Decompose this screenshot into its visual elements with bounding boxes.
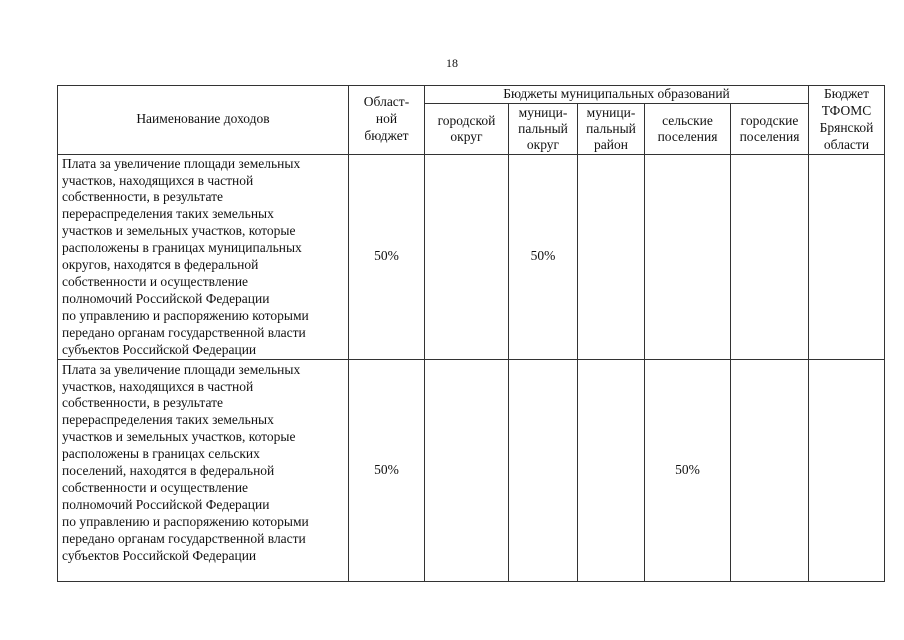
city-district-share-cell [425,359,509,581]
regional-share-cell: 50% [349,154,425,359]
header-city-district: городской округ [425,104,509,155]
regional-share-cell: 50% [349,359,425,581]
rural-settlements-share-cell [645,154,731,359]
municipal-district-share-cell: 50% [509,154,578,359]
table-row [58,154,885,359]
municipal-area-share-cell [578,359,645,581]
header-regional-budget: Област- ной бюджет [349,86,425,155]
revenue-name-cell: Плата за увеличение площади земельных участков, находящихся в частной собственности, в результате перераспределения таких земельных участков и земельных участков, которые расположены в границах муниципальных округов, находятся в федеральной собственности и осуществление полномочий Российской Федерации по управлению и распоряжению которыми передано органам государственной власти субъектов Российской Федерации [58,154,349,359]
tfoms-share-cell [809,154,885,359]
municipal-district-share-cell [509,359,578,581]
urban-settlements-share-cell [731,154,809,359]
header-municipal-area: муници- пальный район [578,104,645,155]
urban-settlements-share-cell [731,359,809,581]
revenue-name-cell: Плата за увеличение площади земельных участков, находящихся в частной собственности, в результате перераспределения таких земельных участков и земельных участков, которые расположены в границах сельских поселений, находятся в федеральной собственности и осуществление полномочий Российской Федерации по управлению и распоряжению которыми передано органам государственной власти субъектов Российской Федерации [58,359,349,581]
header-urban-settlements: городские поселения [731,104,809,155]
tfoms-share-cell [809,359,885,581]
revenue-distribution-table [57,85,885,582]
page-number: 18 [446,56,458,70]
header-tfoms-budget: Бюджет ТФОМС Брянской области [809,86,885,155]
header-rural-settlements: сельские поселения [645,104,731,155]
table-row [58,359,885,581]
city-district-share-cell [425,154,509,359]
header-revenue-name: Наименование доходов [58,86,349,155]
municipal-area-share-cell [578,154,645,359]
rural-settlements-share-cell: 50% [645,359,731,581]
header-municipal-district: муници- пальный округ [509,104,578,155]
header-municipal-budgets: Бюджеты муниципальных образований [425,86,809,104]
